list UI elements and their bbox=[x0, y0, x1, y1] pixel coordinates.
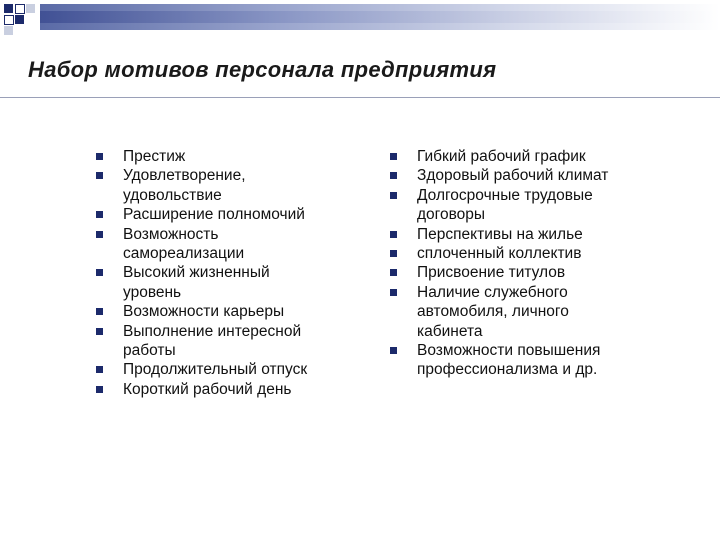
list-item-text: сплоченный коллектив bbox=[417, 245, 582, 263]
corner-square-decoration bbox=[4, 26, 13, 35]
list-item bbox=[390, 166, 690, 185]
square-bullet-icon bbox=[390, 289, 397, 296]
square-bullet-icon bbox=[390, 153, 397, 160]
square-bullet-icon bbox=[390, 172, 397, 179]
square-bullet-icon bbox=[96, 172, 103, 179]
list-item bbox=[390, 283, 690, 341]
slide-title: Набор мотивов персонала предприятия bbox=[28, 57, 497, 82]
list-item-text: Удовлетворение, удовольствие bbox=[123, 167, 246, 204]
motives-list-left bbox=[96, 147, 386, 399]
list-item-text: Гибкий рабочий график bbox=[417, 148, 586, 165]
square-bullet-icon bbox=[96, 269, 103, 276]
list-item-text: Долгосрочные трудовые договоры bbox=[417, 186, 593, 224]
list-item-text: Выполнение интересной работы bbox=[123, 322, 302, 360]
square-bullet-icon bbox=[390, 192, 397, 199]
list-item bbox=[96, 322, 386, 361]
corner-square-decoration bbox=[4, 15, 14, 25]
list-item bbox=[96, 360, 386, 379]
list-item-text: Наличие служебного автомобиля, личного кабинета bbox=[417, 283, 569, 340]
list-item bbox=[96, 302, 386, 321]
list-item bbox=[96, 147, 386, 166]
square-bullet-icon bbox=[96, 328, 103, 335]
list-item bbox=[96, 225, 386, 264]
list-item-text: Присвоение титулов bbox=[417, 264, 566, 282]
list-item bbox=[390, 186, 690, 225]
list-item bbox=[96, 380, 386, 399]
list-item-text: Возможности карьеры bbox=[123, 303, 285, 321]
list-item-text: Высокий жизненный уровень bbox=[123, 264, 270, 301]
square-bullet-icon bbox=[96, 231, 103, 238]
square-bullet-icon bbox=[390, 347, 397, 354]
header-gradient-accent bbox=[40, 11, 720, 23]
list-item-text: Расширение полномочий bbox=[123, 206, 305, 224]
corner-square-decoration bbox=[26, 4, 35, 13]
corner-square-decoration bbox=[15, 15, 24, 24]
square-bullet-icon bbox=[96, 153, 103, 160]
motives-list-right bbox=[390, 147, 690, 380]
corner-square-decoration bbox=[4, 4, 13, 13]
list-item bbox=[390, 225, 690, 244]
list-item-text: Престиж bbox=[123, 148, 186, 165]
corner-square-decoration bbox=[15, 4, 25, 14]
list-item bbox=[96, 166, 386, 205]
square-bullet-icon bbox=[96, 366, 103, 373]
list-item bbox=[390, 341, 690, 380]
list-item bbox=[390, 147, 690, 166]
square-bullet-icon bbox=[390, 250, 397, 257]
square-bullet-icon bbox=[390, 269, 397, 276]
title-divider bbox=[0, 97, 720, 98]
square-bullet-icon bbox=[390, 231, 397, 238]
list-item-text: Здоровый рабочий климат bbox=[417, 167, 609, 185]
list-item bbox=[96, 205, 386, 224]
square-bullet-icon bbox=[96, 308, 103, 315]
list-item-text: Короткий рабочий день bbox=[123, 380, 292, 398]
list-item bbox=[390, 244, 690, 263]
list-item-text: Возможности повышения профессионализма и др. bbox=[417, 342, 601, 379]
square-bullet-icon bbox=[96, 386, 103, 393]
square-bullet-icon bbox=[96, 211, 103, 218]
list-item-text: Продолжительный отпуск bbox=[123, 361, 308, 379]
list-item bbox=[96, 263, 386, 302]
list-item-text: Перспективы на жилье bbox=[417, 225, 583, 243]
list-item-text: Возможность самореализации bbox=[123, 225, 245, 263]
list-item bbox=[390, 263, 690, 282]
